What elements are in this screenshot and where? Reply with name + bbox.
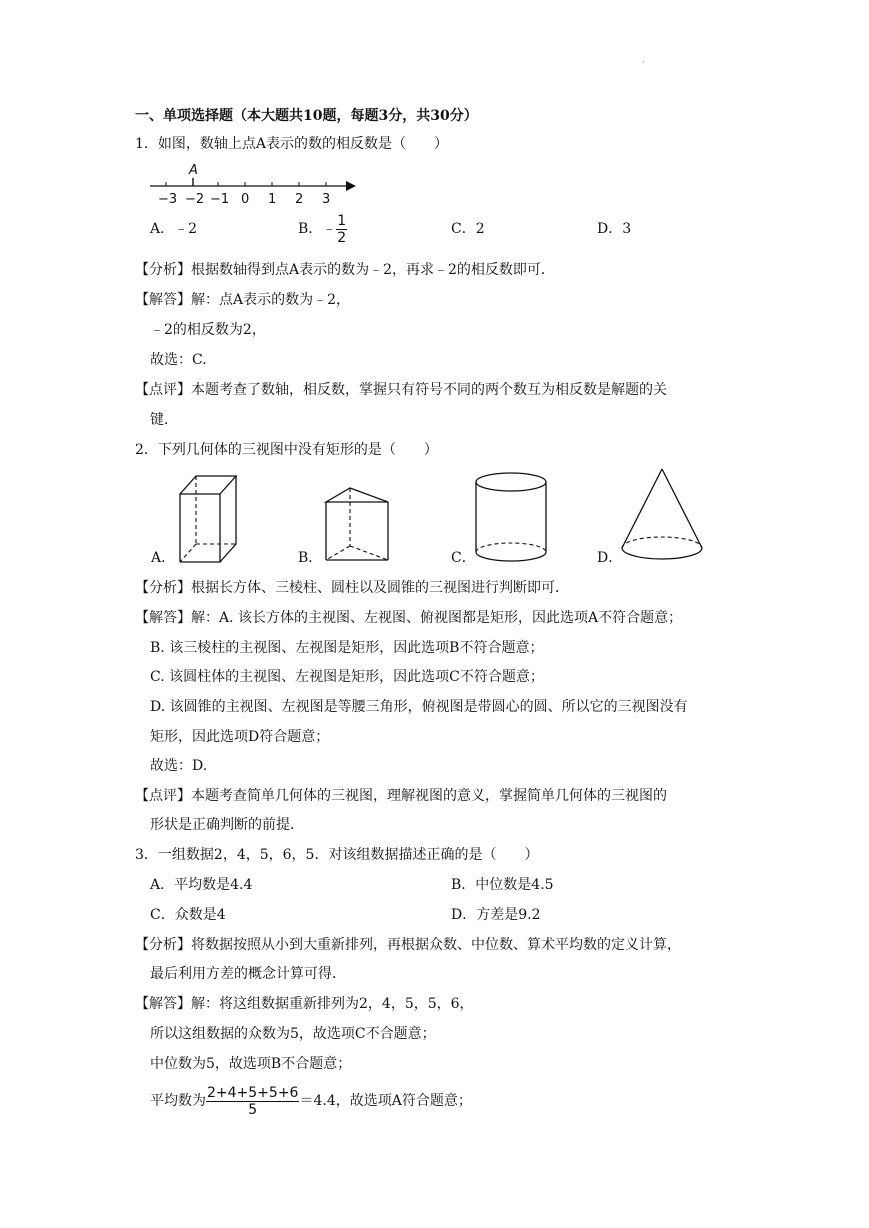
q1-option-c: C．2 (451, 221, 485, 237)
q1-stem: 1．如图，数轴上点A表示的数的相反数是（ ） (135, 136, 449, 152)
q1-number-line (148, 160, 363, 208)
q3-analysis-line: 【分析】将数据按照从小到大重新排列，再根据众数、中位数、算术平均数的定义计算， (135, 937, 681, 953)
q2-solution-line: D. 该圆锥的主视图、左视图是等腰三角形，俯视图是带圆心的圆、所以它的三视图没有 (150, 699, 688, 715)
q2-cone-figure (618, 466, 706, 564)
q1-tick-label: −1 (210, 192, 230, 207)
q2-stem: 2．下列几何体的三视图中没有矩形的是（ ） (135, 442, 438, 458)
q1-tick-label: 1 (268, 192, 277, 207)
page-dot: · (642, 58, 645, 67)
q3-option-b: B．中位数是4.5 (451, 877, 554, 893)
q3-mean-line (150, 1082, 472, 1120)
fraction-numerator: 2+4+5+5+6 (207, 1084, 299, 1101)
q2-option-b: B． (298, 550, 323, 566)
q3-solution-line: 【解答】解：将这组数据重新排列为2，4，5，5，6， (135, 996, 474, 1012)
q3-option-c: C．众数是4 (150, 907, 226, 923)
q1-option-b-fraction (336, 213, 347, 246)
q1-solution-line: ﹣2的相反数为2， (150, 322, 266, 338)
q1-option-b-prefix: B．﹣ (298, 221, 337, 237)
q2-solution-line: 矩形，因此选项D符合题意； (150, 729, 330, 745)
fraction-numerator: 1 (337, 212, 347, 229)
q2-solution-line: 故选：D. (150, 758, 208, 774)
fraction-denominator: 5 (248, 1101, 258, 1118)
q1-tick-label: −2 (185, 192, 205, 207)
q1-option-a: A．﹣2 (150, 221, 198, 237)
q1-option-d: D．3 (597, 221, 632, 237)
q1-axis-arrow (346, 181, 356, 191)
q3-mean-fraction (206, 1085, 299, 1118)
q2-comment-line: 【点评】本题考查简单几何体的三视图，理解视图的意义，掌握简单几何体的三视图的 (135, 788, 667, 804)
q1-tick-label: −3 (158, 192, 178, 207)
q2-solution-line: C. 该圆柱体的主视图、左视图是矩形，因此选项C不符合题意； (150, 669, 544, 685)
q3-mean-prefix: 平均数为 (150, 1093, 206, 1109)
q2-solution-line: 【解答】解：A. 该长方体的主视图、左视图、俯视图都是矩形，因此选项A不符合题意； (135, 610, 683, 626)
q2-comment-line: 形状是正确判断的前提． (150, 817, 304, 833)
q2-prism-figure (322, 484, 392, 564)
q1-tick-label: 2 (295, 192, 304, 207)
q3-solution-line: 所以这组数据的众数为5，故选项C不合题意； (150, 1026, 436, 1042)
q2-option-d: D． (597, 550, 623, 566)
q1-solution-line: 【解答】解：点A表示的数为﹣2， (135, 292, 351, 308)
q3-option-a: A．平均数是4.4 (150, 877, 253, 893)
fraction-denominator: 2 (337, 229, 347, 246)
q3-option-d: D．方差是9.2 (451, 907, 541, 923)
q3-mean-suffix: ＝4.4，故选项A符合题意； (299, 1093, 472, 1109)
q1-tick-label: 3 (322, 192, 331, 207)
q2-solution-line: B. 该三棱柱的主视图、左视图是矩形，因此选项B不符合题意； (150, 640, 544, 656)
q3-solution-line: 中位数为5，故选项B不合题意； (150, 1056, 352, 1072)
q2-option-a: A． (151, 550, 176, 566)
q1-option-b (298, 212, 347, 246)
q1-comment-line: 【点评】本题考查了数轴，相反数，掌握只有符号不同的两个数互为相反数是解题的关 (135, 382, 667, 398)
q2-cylinder-figure (472, 470, 550, 564)
q2-analysis: 【分析】根据长方体、三棱柱、圆柱以及圆锥的三视图进行判断即可． (135, 580, 569, 596)
q1-comment-line: 键． (150, 412, 178, 428)
q1-analysis: 【分析】根据数轴得到点A表示的数为﹣2，再求﹣2的相反数即可． (135, 262, 555, 278)
q2-cuboid-figure (176, 472, 242, 564)
q3-stem: 3．一组数据2，4，5，6，5．对该组数据描述正确的是（ ） (135, 847, 539, 863)
q3-analysis-line: 最后利用方差的概念计算可得． (150, 966, 346, 982)
q1-tick-label: 0 (241, 192, 250, 207)
q1-solution-line: 故选：C. (150, 352, 207, 368)
q1-point-label: A (189, 163, 198, 178)
q2-option-c: C． (451, 550, 476, 566)
section-title: 一、单项选择题（本大题共10题，每题3分，共30分） (135, 108, 478, 124)
